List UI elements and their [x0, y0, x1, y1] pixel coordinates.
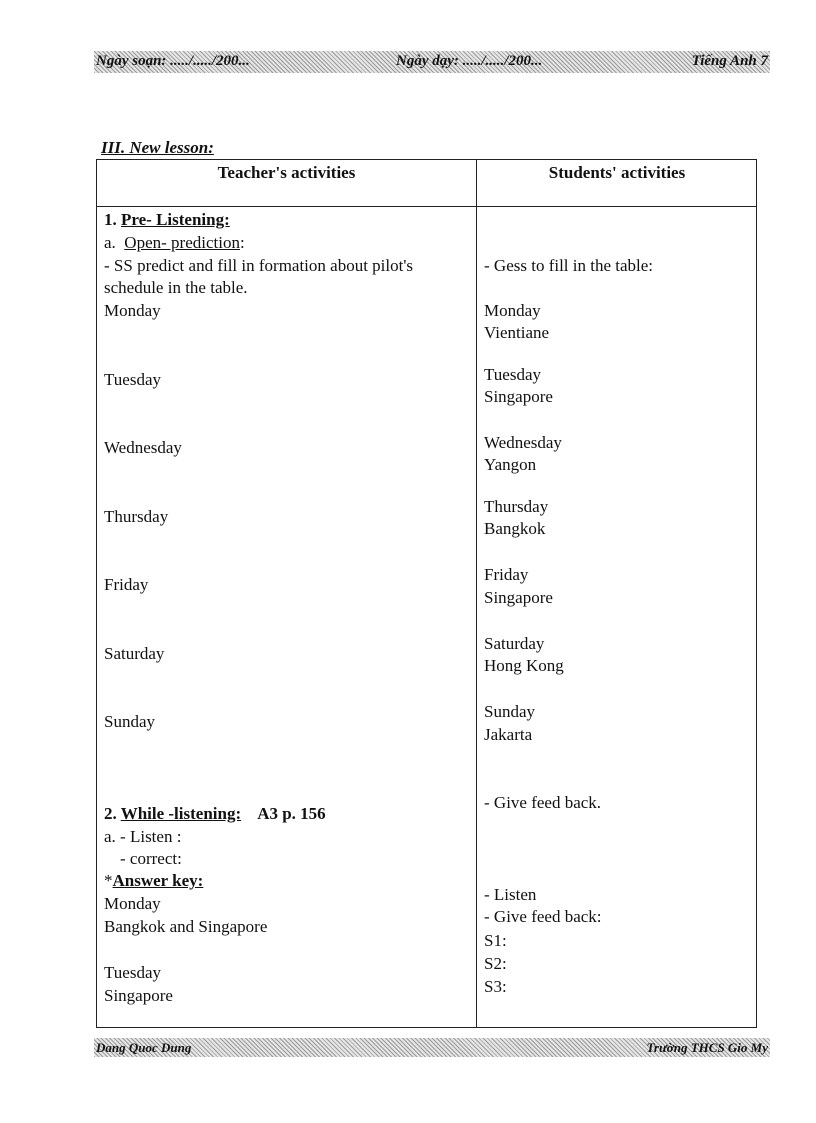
pre-listening-title: Pre- Listening: — [121, 210, 230, 229]
answer-key-heading — [104, 871, 203, 891]
student-prediction-city: Singapore — [484, 387, 553, 406]
teacher-day-saturday: Saturday — [104, 644, 165, 663]
teacher-day-wednesday: Wednesday — [104, 438, 182, 457]
while-listening-number: 2. — [104, 804, 117, 823]
student-prediction-day: Friday — [484, 565, 529, 584]
answer-tuesday: Tuesday — [104, 963, 161, 982]
open-prediction-colon: : — [239, 233, 245, 252]
student-prediction-city: Vientiane — [484, 323, 550, 342]
predict-instruction-line1: - SS predict and fill in formation about pilot's — [104, 256, 414, 275]
student-s2: S2: — [484, 954, 507, 973]
student-prediction-city: Hong Kong — [484, 656, 564, 675]
teacher-day-sunday: Sunday — [104, 712, 155, 731]
student-s1: S1: — [484, 931, 507, 950]
teacher-day-tuesday: Tuesday — [104, 370, 161, 389]
header-row-divider — [97, 206, 756, 207]
header-date-taught: Ngày dạy: ...../...../200... — [396, 53, 543, 69]
student-prediction-day: Saturday — [484, 634, 545, 653]
student-feedback-2: - Give feed back: — [484, 907, 602, 926]
correct-step: - correct: — [120, 849, 182, 868]
column-header-students: Students' activities — [548, 163, 686, 182]
pre-listening-heading — [104, 210, 230, 230]
student-prediction-city: Bangkok — [484, 519, 546, 538]
listen-step: a. - Listen : — [104, 827, 182, 846]
answer-key-title: Answer key: — [112, 871, 204, 890]
while-listening-reference: A3 p. 156 — [257, 804, 326, 823]
student-prediction-city: Jakarta — [484, 725, 533, 744]
footer-school: Trường THCS Gio My — [646, 1040, 768, 1055]
answer-monday: Monday — [104, 894, 161, 913]
open-prediction-title: Open- prediction — [124, 233, 240, 252]
student-s3: S3: — [484, 977, 507, 996]
lesson-table — [96, 159, 757, 1028]
student-guess-instruction: - Gess to fill in the table: — [484, 256, 654, 275]
footer-author: Dang Quoc Dung — [96, 1040, 192, 1055]
while-listening-title: While -listening: — [120, 804, 242, 823]
student-prediction-city: Singapore — [484, 588, 553, 607]
student-prediction-day: Tuesday — [484, 365, 541, 384]
teacher-day-friday: Friday — [104, 575, 149, 594]
student-prediction-city: Yangon — [484, 455, 537, 474]
answer-monday-cities: Bangkok and Singapore — [104, 917, 268, 936]
while-listening-heading — [104, 804, 326, 824]
page-header — [94, 51, 770, 73]
page-footer — [94, 1038, 770, 1057]
teacher-day-monday: Monday — [104, 301, 161, 320]
section-title: III. New lesson: — [101, 138, 214, 157]
answer-key-star: * — [104, 871, 113, 890]
student-feedback-1: - Give feed back. — [484, 793, 602, 812]
pre-listening-number: 1. — [104, 210, 117, 229]
answer-tuesday-city: Singapore — [104, 986, 173, 1005]
teacher-day-thursday: Thursday — [104, 507, 169, 526]
open-prediction-heading — [104, 233, 245, 253]
student-prediction-day: Monday — [484, 301, 541, 320]
header-date-prepared: Ngày soạn: ...../...../200... — [96, 53, 250, 69]
header-subject: Tiếng Anh 7 — [691, 53, 768, 69]
student-prediction-day: Wednesday — [484, 433, 562, 452]
student-listen: - Listen — [484, 885, 537, 904]
predict-instruction-line2: schedule in the table. — [104, 278, 248, 297]
column-header-teacher: Teacher's activities — [217, 163, 356, 182]
column-divider — [476, 160, 477, 1027]
student-prediction-day: Sunday — [484, 702, 535, 721]
student-prediction-day: Thursday — [484, 497, 549, 516]
open-prediction-label: a. — [104, 233, 116, 252]
